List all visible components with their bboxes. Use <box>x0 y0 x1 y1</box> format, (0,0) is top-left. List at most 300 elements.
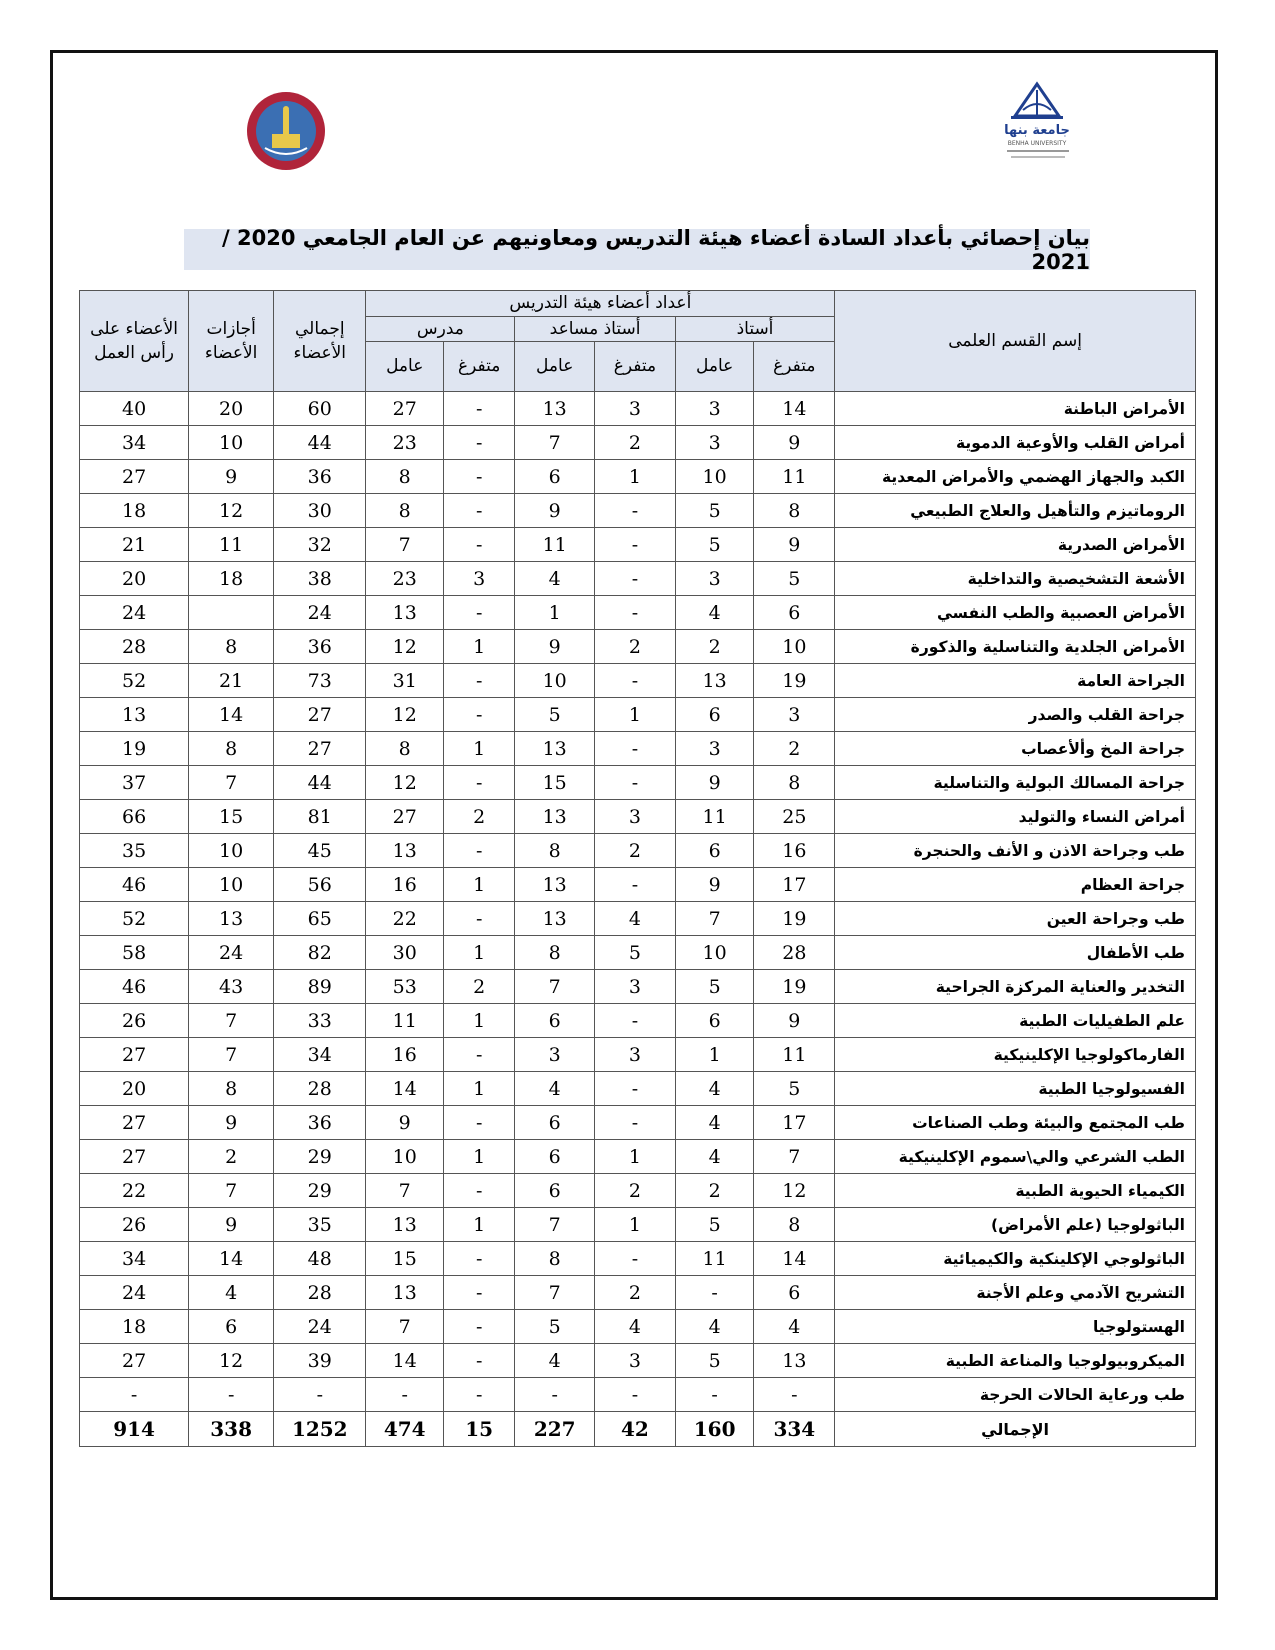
value-cell: 8 <box>515 936 595 970</box>
header-row-1 <box>80 291 1196 317</box>
value-cell: 9 <box>189 1106 274 1140</box>
value-cell: 34 <box>274 1038 366 1072</box>
value-cell: 15 <box>366 1242 444 1276</box>
value-cell: 35 <box>80 834 189 868</box>
value-cell: 3 <box>595 800 676 834</box>
value-cell: 24 <box>274 596 366 630</box>
value-cell: 10 <box>189 868 274 902</box>
value-cell: 8 <box>189 732 274 766</box>
value-cell: - <box>444 1174 515 1208</box>
value-cell: 15 <box>515 766 595 800</box>
value-cell: 27 <box>366 800 444 834</box>
value-cell: 24 <box>274 1310 366 1344</box>
value-cell: 14 <box>189 698 274 732</box>
value-cell: 6 <box>515 1174 595 1208</box>
value-cell: - <box>444 596 515 630</box>
value-cell: 12 <box>366 766 444 800</box>
value-cell: 7 <box>189 1004 274 1038</box>
dept-name-cell: الباثولوجي الإكلينكية والكيميائية <box>835 1242 1196 1276</box>
value-cell: 13 <box>515 902 595 936</box>
value-cell: 14 <box>754 392 835 426</box>
value-cell: - <box>595 1378 676 1412</box>
value-cell: 7 <box>515 970 595 1004</box>
value-cell: 3 <box>754 698 835 732</box>
value-cell: 13 <box>80 698 189 732</box>
value-cell: 2 <box>595 630 676 664</box>
value-cell: 23 <box>366 426 444 460</box>
value-cell: 1 <box>595 1208 676 1242</box>
value-cell: 17 <box>754 868 835 902</box>
value-cell: 19 <box>754 970 835 1004</box>
value-cell: 4 <box>595 1310 676 1344</box>
value-cell: 1 <box>675 1038 754 1072</box>
value-cell: 7 <box>754 1140 835 1174</box>
value-cell: 1 <box>444 1208 515 1242</box>
value-cell: 53 <box>366 970 444 1004</box>
value-cell: - <box>444 834 515 868</box>
dept-name-cell: الكيمياء الحيوية الطبية <box>835 1174 1196 1208</box>
value-cell: - <box>444 1038 515 1072</box>
table-row <box>80 1072 1196 1106</box>
value-cell: 34 <box>80 426 189 460</box>
value-cell: 5 <box>595 936 676 970</box>
value-cell: 4 <box>675 1140 754 1174</box>
value-cell: 46 <box>80 970 189 1004</box>
value-cell: 13 <box>189 902 274 936</box>
value-cell: 9 <box>754 528 835 562</box>
value-cell: 1 <box>595 460 676 494</box>
value-cell: 1 <box>444 936 515 970</box>
value-cell <box>189 596 274 630</box>
value-cell: 8 <box>189 630 274 664</box>
dept-name-cell: الأمراض الباطنة <box>835 392 1196 426</box>
dept-name-cell: علم الطفيليات الطبية <box>835 1004 1196 1038</box>
value-cell: 8 <box>366 460 444 494</box>
value-cell: 13 <box>754 1344 835 1378</box>
total-label: الإجمالي <box>835 1412 1196 1447</box>
value-cell: - <box>444 1106 515 1140</box>
value-cell: 3 <box>595 970 676 1004</box>
table-row <box>80 392 1196 426</box>
table-row <box>80 1242 1196 1276</box>
value-cell: - <box>595 562 676 596</box>
value-cell: 2 <box>189 1140 274 1174</box>
value-cell: 44 <box>274 766 366 800</box>
dept-name-cell: جراحة العظام <box>835 868 1196 902</box>
value-cell: 27 <box>366 392 444 426</box>
value-cell: 58 <box>80 936 189 970</box>
table-row <box>80 1140 1196 1174</box>
dept-name-cell: التشريح الآدمي وعلم الأجنة <box>835 1276 1196 1310</box>
dept-name-cell: الجراحة العامة <box>835 664 1196 698</box>
value-cell: 12 <box>189 494 274 528</box>
value-cell: 7 <box>675 902 754 936</box>
value-cell: 10 <box>675 460 754 494</box>
value-cell: 24 <box>80 596 189 630</box>
value-cell: 2 <box>754 732 835 766</box>
value-cell: - <box>595 528 676 562</box>
value-cell: 5 <box>675 494 754 528</box>
header-lecturer: مدرس <box>366 316 515 342</box>
value-cell: 56 <box>274 868 366 902</box>
value-cell: 12 <box>754 1174 835 1208</box>
value-cell: - <box>675 1276 754 1310</box>
value-cell: 1 <box>444 1072 515 1106</box>
value-cell: 16 <box>366 1038 444 1072</box>
value-cell: 3 <box>515 1038 595 1072</box>
value-cell: 6 <box>754 1276 835 1310</box>
value-cell: 35 <box>274 1208 366 1242</box>
value-cell: - <box>675 1378 754 1412</box>
value-cell: - <box>595 766 676 800</box>
value-cell: 7 <box>515 1208 595 1242</box>
table-row <box>80 766 1196 800</box>
value-cell: 8 <box>189 1072 274 1106</box>
header-leave: أجازات الأعضاء <box>189 291 274 392</box>
value-cell: 82 <box>274 936 366 970</box>
value-cell: - <box>595 1106 676 1140</box>
table-row <box>80 630 1196 664</box>
value-cell: 21 <box>189 664 274 698</box>
value-cell: 9 <box>675 766 754 800</box>
value-cell: 4 <box>675 1072 754 1106</box>
value-cell: - <box>444 766 515 800</box>
value-cell: 17 <box>754 1106 835 1140</box>
value-cell: 13 <box>515 868 595 902</box>
value-cell: 3 <box>595 1344 676 1378</box>
header-professor: أستاذ <box>675 316 834 342</box>
table-row <box>80 664 1196 698</box>
value-cell: - <box>80 1378 189 1412</box>
value-cell: 7 <box>189 766 274 800</box>
value-cell: - <box>595 1072 676 1106</box>
dept-name-cell: الهستولوجيا <box>835 1310 1196 1344</box>
value-cell: 5 <box>754 1072 835 1106</box>
value-cell: 3 <box>675 392 754 426</box>
value-cell: 18 <box>189 562 274 596</box>
value-cell: 26 <box>80 1004 189 1038</box>
value-cell: 11 <box>675 1242 754 1276</box>
value-cell: 10 <box>675 936 754 970</box>
value-cell: - <box>366 1378 444 1412</box>
total-value-cell: 338 <box>189 1412 274 1447</box>
total-value-cell: 1252 <box>274 1412 366 1447</box>
value-cell: 39 <box>274 1344 366 1378</box>
value-cell: 7 <box>366 1310 444 1344</box>
value-cell: 6 <box>675 698 754 732</box>
value-cell: 1 <box>595 1140 676 1174</box>
value-cell: 19 <box>754 902 835 936</box>
table-row <box>80 1004 1196 1038</box>
value-cell: 8 <box>754 494 835 528</box>
value-cell: - <box>444 528 515 562</box>
value-cell: 3 <box>675 562 754 596</box>
value-cell: 14 <box>189 1242 274 1276</box>
value-cell: 7 <box>366 1174 444 1208</box>
value-cell: 8 <box>366 494 444 528</box>
value-cell: 5 <box>675 528 754 562</box>
value-cell: - <box>444 1344 515 1378</box>
value-cell: 4 <box>675 1106 754 1140</box>
value-cell: 8 <box>515 1242 595 1276</box>
value-cell: 13 <box>515 732 595 766</box>
value-cell: 89 <box>274 970 366 1004</box>
value-cell: 13 <box>515 392 595 426</box>
table-row <box>80 868 1196 902</box>
value-cell: 1 <box>444 868 515 902</box>
value-cell: 8 <box>515 834 595 868</box>
dept-name-cell: جراحة المخ وألأعصاب <box>835 732 1196 766</box>
value-cell: 3 <box>675 732 754 766</box>
value-cell: 10 <box>754 630 835 664</box>
value-cell: 6 <box>515 460 595 494</box>
value-cell: - <box>595 1242 676 1276</box>
total-value-cell: 914 <box>80 1412 189 1447</box>
value-cell: 1 <box>444 1004 515 1038</box>
value-cell: 7 <box>515 426 595 460</box>
value-cell: 7 <box>189 1174 274 1208</box>
value-cell: 8 <box>754 766 835 800</box>
value-cell: 7 <box>366 528 444 562</box>
value-cell: 7 <box>189 1038 274 1072</box>
dept-name-cell: الفسيولوجيا الطبية <box>835 1072 1196 1106</box>
value-cell: 11 <box>189 528 274 562</box>
value-cell: 4 <box>595 902 676 936</box>
value-cell: 14 <box>366 1072 444 1106</box>
header-professor-emeritus: متفرغ <box>754 342 835 392</box>
value-cell: 36 <box>274 460 366 494</box>
dept-name-cell: طب وجراحة الاذن و الأنف والحنجرة <box>835 834 1196 868</box>
value-cell: 3 <box>595 392 676 426</box>
svg-text:جامعة بنها: جامعة بنها <box>1004 123 1070 138</box>
dept-name-cell: الميكروبيولوجيا والمناعة الطبية <box>835 1344 1196 1378</box>
value-cell: 9 <box>675 868 754 902</box>
dept-name-cell: أمراض القلب والأوعية الدموية <box>835 426 1196 460</box>
value-cell: - <box>595 732 676 766</box>
table-row <box>80 1310 1196 1344</box>
value-cell: 29 <box>274 1174 366 1208</box>
faculty-of-medicine-seal-icon <box>245 90 327 172</box>
value-cell: 18 <box>80 1310 189 1344</box>
table-row <box>80 834 1196 868</box>
value-cell: 6 <box>675 1004 754 1038</box>
table-row <box>80 902 1196 936</box>
table-row <box>80 800 1196 834</box>
value-cell: 19 <box>754 664 835 698</box>
table-row <box>80 1378 1196 1412</box>
table-row <box>80 970 1196 1004</box>
value-cell: - <box>444 902 515 936</box>
table-row <box>80 732 1196 766</box>
value-cell: - <box>444 1276 515 1310</box>
dept-name-cell: الطب الشرعي والي\سموم الإكلينيكية <box>835 1140 1196 1174</box>
value-cell: - <box>595 1004 676 1038</box>
dept-name-cell: الأشعة التشخيصية والتداخلية <box>835 562 1196 596</box>
value-cell: 16 <box>366 868 444 902</box>
value-cell: 22 <box>366 902 444 936</box>
dept-name-cell: الكبد والجهاز الهضمي والأمراض المعدية <box>835 460 1196 494</box>
value-cell: 13 <box>675 664 754 698</box>
value-cell: 38 <box>274 562 366 596</box>
value-cell: - <box>595 596 676 630</box>
table-row <box>80 460 1196 494</box>
dept-name-cell: الأمراض الجلدية والتناسلية والذكورة <box>835 630 1196 664</box>
value-cell: 5 <box>675 1208 754 1242</box>
value-cell: 1 <box>444 1140 515 1174</box>
value-cell: 11 <box>754 460 835 494</box>
total-value-cell: 15 <box>444 1412 515 1447</box>
value-cell: 34 <box>80 1242 189 1276</box>
value-cell: 4 <box>675 1310 754 1344</box>
value-cell: 27 <box>80 1038 189 1072</box>
value-cell: 13 <box>366 834 444 868</box>
value-cell: 1 <box>515 596 595 630</box>
table-row <box>80 494 1196 528</box>
value-cell: 8 <box>366 732 444 766</box>
value-cell: - <box>189 1378 274 1412</box>
dept-name-cell: طب المجتمع والبيئة وطب الصناعات <box>835 1106 1196 1140</box>
value-cell: 73 <box>274 664 366 698</box>
value-cell: 10 <box>189 426 274 460</box>
value-cell: 6 <box>515 1004 595 1038</box>
value-cell: 48 <box>274 1242 366 1276</box>
value-cell: 2 <box>595 1174 676 1208</box>
benha-university-logo-icon <box>985 80 1090 168</box>
table-row <box>80 1208 1196 1242</box>
value-cell: 13 <box>366 1276 444 1310</box>
value-cell: 27 <box>80 1344 189 1378</box>
value-cell: 13 <box>366 596 444 630</box>
value-cell: - <box>444 392 515 426</box>
value-cell: 2 <box>595 1276 676 1310</box>
value-cell: 6 <box>515 1106 595 1140</box>
dept-name-cell: طب الأطفال <box>835 936 1196 970</box>
value-cell: 11 <box>675 800 754 834</box>
dept-name-cell: طب ورعاية الحالات الحرجة <box>835 1378 1196 1412</box>
value-cell: 12 <box>366 698 444 732</box>
header-assoc-active: عامل <box>515 342 595 392</box>
table-row <box>80 1276 1196 1310</box>
value-cell: 40 <box>80 392 189 426</box>
value-cell: 26 <box>80 1208 189 1242</box>
value-cell: 23 <box>366 562 444 596</box>
value-cell: - <box>754 1378 835 1412</box>
dept-name-cell: جراحة القلب والصدر <box>835 698 1196 732</box>
header-working: الأعضاء على رأس العمل <box>80 291 189 392</box>
header-assoc-professor: أستاذ مساعد <box>515 316 675 342</box>
table-row <box>80 1174 1196 1208</box>
total-value-cell: 474 <box>366 1412 444 1447</box>
value-cell: 27 <box>274 732 366 766</box>
header-dept: إسم القسم العلمى <box>835 291 1196 392</box>
value-cell: 19 <box>80 732 189 766</box>
header-total: إجمالي الأعضاء <box>274 291 366 392</box>
value-cell: - <box>515 1378 595 1412</box>
value-cell: 27 <box>80 1140 189 1174</box>
value-cell: 3 <box>444 562 515 596</box>
dept-name-cell: الروماتيزم والتأهيل والعلاج الطبيعي <box>835 494 1196 528</box>
table-row <box>80 528 1196 562</box>
value-cell: - <box>444 1310 515 1344</box>
value-cell: 43 <box>189 970 274 1004</box>
dept-name-cell: أمراض النساء والتوليد <box>835 800 1196 834</box>
value-cell: - <box>444 460 515 494</box>
value-cell: 12 <box>366 630 444 664</box>
value-cell: - <box>444 1242 515 1276</box>
value-cell: 28 <box>80 630 189 664</box>
value-cell: - <box>595 868 676 902</box>
value-cell: - <box>595 494 676 528</box>
value-cell: 37 <box>80 766 189 800</box>
value-cell: 4 <box>754 1310 835 1344</box>
value-cell: 10 <box>366 1140 444 1174</box>
value-cell: 9 <box>189 1208 274 1242</box>
value-cell: 46 <box>80 868 189 902</box>
table-body <box>80 392 1196 1447</box>
value-cell: 27 <box>80 460 189 494</box>
value-cell: 5 <box>754 562 835 596</box>
value-cell: 16 <box>754 834 835 868</box>
table-row <box>80 936 1196 970</box>
value-cell: 11 <box>366 1004 444 1038</box>
header-lecturer-active: عامل <box>366 342 444 392</box>
value-cell: 5 <box>515 1310 595 1344</box>
value-cell: 2 <box>595 834 676 868</box>
value-cell: 13 <box>515 800 595 834</box>
value-cell: 10 <box>515 664 595 698</box>
total-value-cell: 42 <box>595 1412 676 1447</box>
value-cell: 65 <box>274 902 366 936</box>
value-cell: 52 <box>80 902 189 936</box>
value-cell: 6 <box>189 1310 274 1344</box>
value-cell: 9 <box>754 426 835 460</box>
value-cell: 21 <box>80 528 189 562</box>
value-cell: - <box>444 426 515 460</box>
dept-name-cell: الأمراض الصدرية <box>835 528 1196 562</box>
value-cell: 14 <box>366 1344 444 1378</box>
value-cell: - <box>444 494 515 528</box>
value-cell: 30 <box>366 936 444 970</box>
table-row <box>80 562 1196 596</box>
value-cell: 28 <box>274 1072 366 1106</box>
value-cell: 2 <box>595 426 676 460</box>
value-cell: 36 <box>274 630 366 664</box>
value-cell: 1 <box>444 630 515 664</box>
value-cell: 10 <box>189 834 274 868</box>
value-cell: 12 <box>189 1344 274 1378</box>
value-cell: 81 <box>274 800 366 834</box>
table-row <box>80 1038 1196 1072</box>
table-row <box>80 1106 1196 1140</box>
value-cell: 29 <box>274 1140 366 1174</box>
value-cell: 60 <box>274 392 366 426</box>
value-cell: 5 <box>515 698 595 732</box>
value-cell: 14 <box>754 1242 835 1276</box>
value-cell: 20 <box>80 562 189 596</box>
page-title: بيان إحصائي بأعداد السادة أعضاء هيئة التدريس ومعاونيهم عن العام الجامعي 2020 / 2021 <box>184 229 1090 270</box>
value-cell: 2 <box>675 1174 754 1208</box>
total-value-cell: 334 <box>754 1412 835 1447</box>
header-professor-active: عامل <box>675 342 754 392</box>
value-cell: - <box>595 664 676 698</box>
table-row <box>80 1344 1196 1378</box>
value-cell: 22 <box>80 1174 189 1208</box>
value-cell: 11 <box>754 1038 835 1072</box>
value-cell: 44 <box>274 426 366 460</box>
value-cell: 4 <box>515 1072 595 1106</box>
value-cell: 1 <box>444 732 515 766</box>
value-cell: 31 <box>366 664 444 698</box>
